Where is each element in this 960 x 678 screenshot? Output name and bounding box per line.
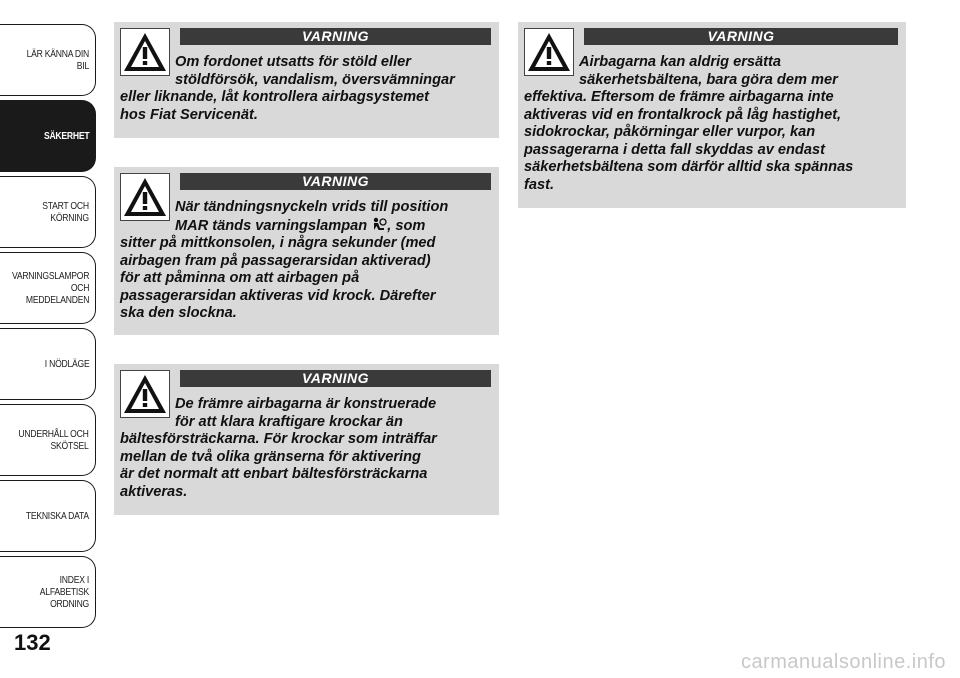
text-line: passagerarsidan aktiveras vid krock. Därefter (120, 287, 436, 304)
tab-label: I NÖDLÄGE (44, 358, 89, 370)
warning-box (114, 22, 499, 138)
warning-box (518, 22, 906, 208)
text-line: mellan de två olika gränserna för aktivering (120, 448, 421, 465)
text-line: ska den slockna. (120, 305, 237, 321)
tab-label: UNDERHÅLL OCH SKÖTSEL (18, 428, 89, 452)
watermark: carmanualsonline.info (740, 651, 946, 673)
text-line: När tändningsnyckeln vrids till position (175, 199, 449, 215)
warning-box (114, 167, 499, 335)
text-line: aktiveras. (120, 483, 188, 500)
text-line: eller liknande, låt kontrollera airbagsystemet (120, 89, 430, 105)
text-line: aktiveras vid en frontalkrock på låg hastighet, (524, 106, 842, 123)
text-fragment: , som (387, 217, 426, 234)
warning-triangle-icon (120, 28, 170, 76)
warning-triangle-icon (120, 173, 170, 221)
tab-underhall-och-skotsel[interactable] (0, 404, 96, 476)
airbag-warning-lamp-icon (371, 217, 387, 232)
text-line: fast. (524, 176, 555, 193)
tab-label: SÄKERHET (43, 130, 89, 142)
text-line: effektiva. Eftersom de främre airbagarna inte (524, 89, 834, 105)
warning-triangle-icon (524, 28, 574, 76)
tab-sakerhet[interactable] (0, 100, 96, 172)
text-line: för att klara kraftigare krockar än (175, 413, 403, 430)
tab-i-nodlage[interactable] (0, 328, 96, 400)
warning-heading: VARNING (180, 28, 491, 45)
tab-start-och-korning[interactable] (0, 176, 96, 248)
text-line: Om fordonet utsatts för stöld eller (175, 54, 411, 70)
tab-index[interactable] (0, 556, 96, 628)
warning-text (524, 54, 898, 194)
tab-label: LÄR KÄNNA DIN BIL (26, 48, 89, 72)
tab-varningslampor[interactable] (0, 252, 96, 324)
text-fragment: MAR tänds varningslampan (175, 217, 368, 234)
text-line: stöldförsök, vandalism, översvämningar (175, 71, 455, 88)
text-line: bältesförsträckarna. För krockar som inträffar (120, 431, 437, 447)
text-line: sitter på mittkonsolen, i några sekunder (med (120, 235, 436, 251)
warning-heading: VARNING (180, 370, 491, 387)
tab-tekniska-data[interactable] (0, 480, 96, 552)
text-line: är det normalt att enbart bältesförsträckarna (120, 466, 428, 482)
text-line: för att påminna om att airbagen på (120, 270, 360, 286)
tab-label: TEKNISKA DATA (26, 510, 89, 522)
tab-label: START OCH KÖRNING (42, 200, 89, 224)
text-line: De främre airbagarna är konstruerade (175, 396, 437, 412)
text-line: hos Fiat Servicenät. (120, 106, 258, 123)
page-number: 132 (14, 630, 51, 655)
warning-triangle-icon (120, 370, 170, 418)
text-line-with-icon (120, 217, 491, 236)
warning-box (114, 364, 499, 515)
text-line: airbagen fram på passagerarsidan aktiverad) (120, 252, 431, 269)
tab-lar-kanna-din-bil[interactable] (0, 24, 96, 96)
warning-text (120, 199, 491, 323)
text-line: Airbagarna kan aldrig ersätta (579, 54, 781, 70)
text-line: säkerhetsbältena, bara göra dem mer (579, 71, 838, 88)
warning-text (120, 396, 491, 501)
text-line: säkerhetsbältena som därför alltid ska spännas (524, 159, 854, 175)
tab-label: INDEX I ALFABETISK ORDNING (39, 574, 89, 610)
warning-text (120, 54, 491, 124)
text-line: sidokrockar, påkörningar eller vurpor, kan (524, 124, 816, 140)
warning-heading: VARNING (584, 28, 898, 45)
warning-heading: VARNING (180, 173, 491, 190)
tab-label: VARNINGSLAMPOR OCH MEDDELANDEN (11, 270, 89, 306)
text-line: passagerarna i detta fall skyddas av endast (524, 141, 825, 158)
